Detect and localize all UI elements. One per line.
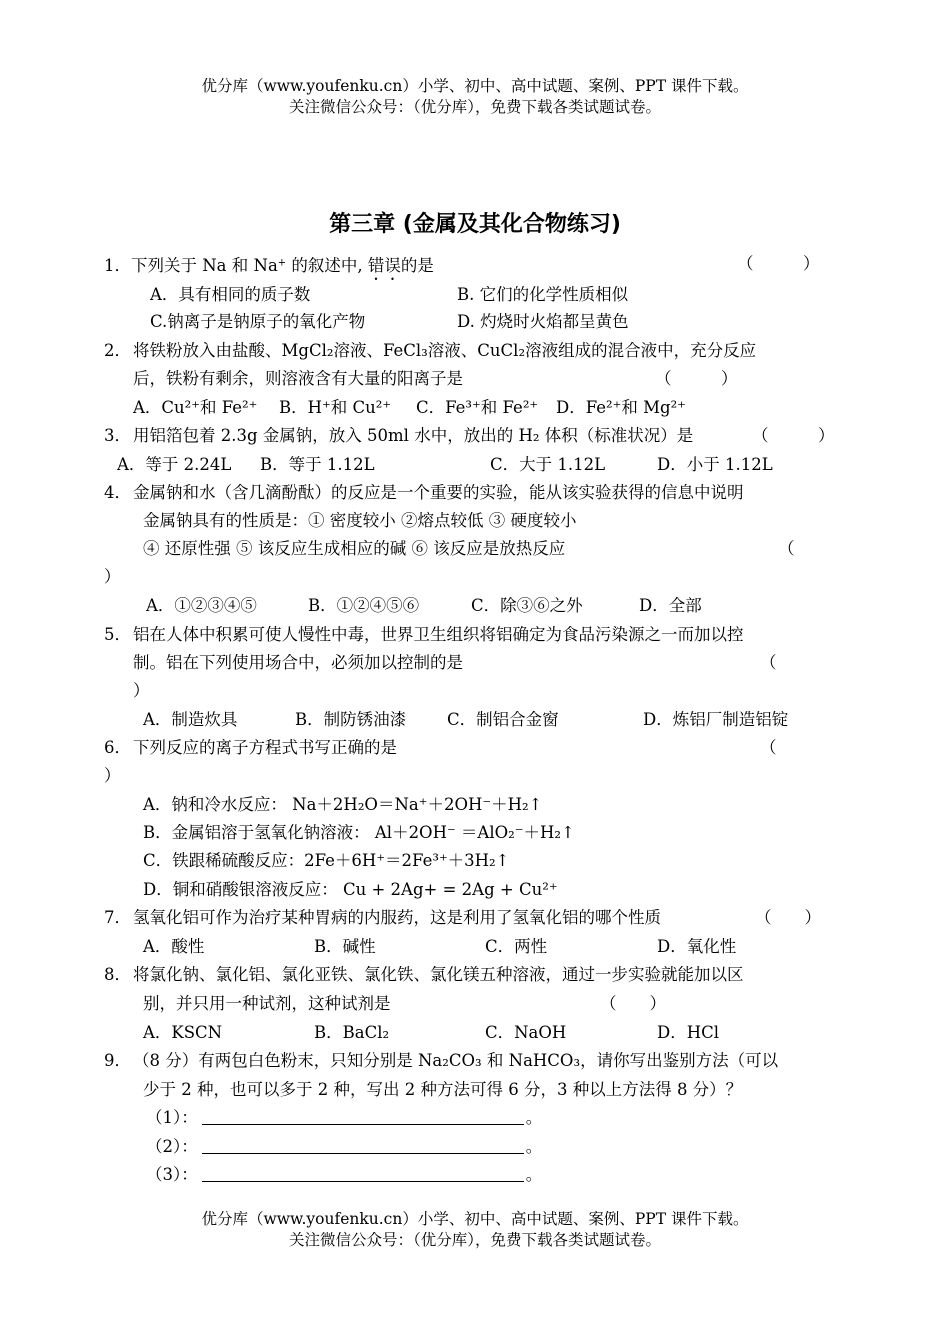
answer-line-2	[146, 1139, 542, 1156]
question-5-line-2: 制。铝在下列使用场合中，必须加以控制的是	[133, 653, 463, 672]
question-1-answer-paren: （ ）	[737, 254, 820, 273]
header-line-1: 优分库（www.youfenku.cn）小学、初中、高中试题、案例、PPT 课件下载。	[201, 77, 749, 95]
question-2-option-d: D．Fe²⁺和 Mg²⁺	[556, 398, 686, 417]
question-8-answer-paren: （ ）	[600, 994, 666, 1013]
question-2-number: 2．	[104, 341, 131, 360]
question-4-option-d: D．全部	[639, 596, 702, 615]
question-3-option-a: A．等于 2.24L	[117, 455, 232, 474]
question-1-superscript: +	[277, 257, 287, 269]
question-1-option-c: C.钠离子是钠原子的氧化产物	[150, 312, 366, 331]
question-6-paren-open: （	[760, 738, 777, 757]
answer-blank-1[interactable]	[202, 1110, 524, 1125]
question-7-option-b: B．碱性	[314, 937, 376, 956]
answer-blank-2[interactable]	[202, 1139, 524, 1154]
question-4-option-b: B．①②④⑤⑥	[308, 596, 420, 615]
question-8-line-1: 将氯化钠、氯化铝、氯化亚铁、氯化铁、氯化镁五种溶液，通过一步实验就能加以区	[133, 965, 744, 984]
question-4-paren-open: （	[778, 539, 795, 558]
question-7-number: 7．	[104, 908, 131, 927]
question-1-option-b: B. 它们的化学性质相似	[457, 285, 629, 304]
answer-blank-3[interactable]	[202, 1167, 524, 1182]
question-8-line-2: 别，并只用一种试剂，这种试剂是	[143, 994, 391, 1013]
question-1-text-pre: 下列关于 Na 和 Na	[131, 256, 278, 275]
question-5-option-d: D．炼铝厂制造铝锭	[643, 710, 789, 729]
answer-label-2: （2）：	[146, 1137, 198, 1156]
question-6-paren-close: ）	[104, 766, 121, 785]
question-5-number: 5．	[104, 625, 131, 644]
question-9-line-1: （8 分）有两包白色粉末，只知分别是 Na₂CO₃ 和 NaHCO₃，请你写出鉴别方法（可以	[133, 1051, 779, 1070]
question-6-option-b: B．金属铝溶于氢氧化钠溶液： Al＋2OH⁻ ＝AlO₂⁻＋H₂↑	[143, 823, 575, 842]
footer-line-2: 关注微信公众号：（优分库），免费下载各类试题试卷。	[288, 1231, 661, 1249]
question-1-text-mid: 的叙述中,	[286, 256, 368, 275]
question-5-line-1: 铝在人体中积累可使人慢性中毒，世界卫生组织将铝确定为食品污染源之一而加以控	[133, 625, 744, 644]
answer-period-3: 。	[525, 1165, 543, 1184]
question-2-option-a: A．Cu²⁺和 Fe²⁺	[133, 398, 258, 417]
question-9-line-2: 少于 2 种，也可以多于 2 种，写出 2 种方法可得 6 分，3 种以上方法得 8 分）？	[143, 1080, 743, 1099]
question-3-option-b: B．等于 1.12L	[260, 455, 375, 474]
question-5-option-a: A．制造炊具	[143, 710, 238, 729]
question-3-text: 用铝箔包着 2.3g 金属钠，放入 50ml 水中，放出的 H₂ 体积（标准状况）是	[133, 426, 694, 445]
question-1-option-d: D. 灼烧时火焰都呈黄色	[457, 312, 629, 331]
question-1-number: 1．	[104, 256, 131, 275]
question-8-number: 8．	[104, 965, 131, 984]
answer-period-1: 。	[525, 1108, 543, 1127]
question-7-option-d: D．氧化性	[657, 937, 737, 956]
question-5-option-c: C．制铝合金窗	[447, 710, 559, 729]
question-8-option-d: D．HCl	[657, 1023, 720, 1042]
page-title: 第三章 (金属及其化合物练习)	[329, 212, 621, 237]
question-4-line-1: 金属钠和水（含几滴酚酞）的反应是一个重要的实验，能从该实验获得的信息中说明	[133, 483, 744, 502]
question-7-option-a: A．酸性	[143, 937, 205, 956]
question-1-text-post: 的是	[400, 256, 434, 275]
question-3-answer-paren: （ ）	[752, 426, 835, 445]
question-6-text: 下列反应的离子方程式书写正确的是	[133, 738, 397, 757]
question-1-option-a: A．具有相同的质子数	[150, 285, 311, 304]
question-2-option-c: C．Fe³⁺和 Fe²⁺	[416, 398, 539, 417]
question-2-option-b: B．H⁺和 Cu²⁺	[279, 398, 392, 417]
question-9-number: 9．	[104, 1051, 131, 1070]
question-7-answer-paren: （ ）	[755, 908, 821, 927]
answer-label-3: （3）：	[146, 1165, 198, 1184]
answer-label-1: （1）：	[146, 1108, 198, 1127]
question-6-number: 6．	[104, 738, 131, 757]
question-2-answer-paren: （ ）	[655, 369, 738, 388]
question-5-paren-close: ）	[133, 681, 150, 700]
question-6-option-c: C．铁跟稀硫酸反应：2Fe＋6H⁺＝2Fe³⁺＋3H₂↑	[143, 851, 510, 870]
answer-line-1	[146, 1110, 542, 1127]
question-4-line-2: 金属钠具有的性质是：① 密度较小 ②熔点较低 ③ 硬度较小	[143, 511, 577, 530]
question-3-option-d: D．小于 1.12L	[657, 455, 773, 474]
question-4-option-a: A．①②③④⑤	[146, 596, 257, 615]
question-3-option-c: C．大于 1.12L	[490, 455, 606, 474]
question-8-option-b: B．BaCl₂	[314, 1023, 390, 1042]
question-4-number: 4．	[104, 483, 131, 502]
question-4-line-3: ④ 还原性强 ⑤ 该反应生成相应的碱 ⑥ 该反应是放热反应	[143, 539, 566, 558]
header-line-2: 关注微信公众号：（优分库），免费下载各类试题试卷。	[288, 98, 661, 116]
question-4-option-c: C．除③⑥之外	[471, 596, 583, 615]
question-1-stem	[104, 256, 434, 284]
question-6-option-d: D．铜和硝酸银溶液反应： Cu + 2Ag+ = 2Ag + Cu²⁺	[143, 880, 558, 899]
question-5-paren-open: （	[760, 653, 777, 672]
question-2-line-2: 后，铁粉有剩余，则溶液含有大量的阳离子是	[133, 369, 463, 388]
question-5-option-b: B．制防锈油漆	[295, 710, 407, 729]
question-8-option-a: A．KSCN	[143, 1023, 223, 1042]
question-6-option-a: A．钠和冷水反应： Na＋2H₂O＝Na⁺＋2OH⁻＋H₂↑	[143, 795, 543, 814]
question-7-option-c: C．两性	[485, 937, 548, 956]
question-4-paren-close: ）	[104, 567, 121, 586]
answer-line-3	[146, 1167, 542, 1184]
question-8-option-c: C．NaOH	[485, 1023, 567, 1042]
question-7-text: 氢氧化铝可作为治疗某种胃病的内服药，这是利用了氢氧化铝的哪个性质	[133, 908, 661, 927]
footer-line-1: 优分库（www.youfenku.cn）小学、初中、高中试题、案例、PPT 课件下载。	[201, 1210, 749, 1228]
answer-period-2: 。	[525, 1137, 543, 1156]
question-3-number: 3．	[104, 426, 131, 445]
question-2-line-1: 将铁粉放入由盐酸、MgCl₂溶液、FeCl₃溶液、CuCl₂溶液组成的混合液中，充分反应	[133, 341, 757, 360]
question-1-emphasis: 错误	[367, 256, 401, 275]
